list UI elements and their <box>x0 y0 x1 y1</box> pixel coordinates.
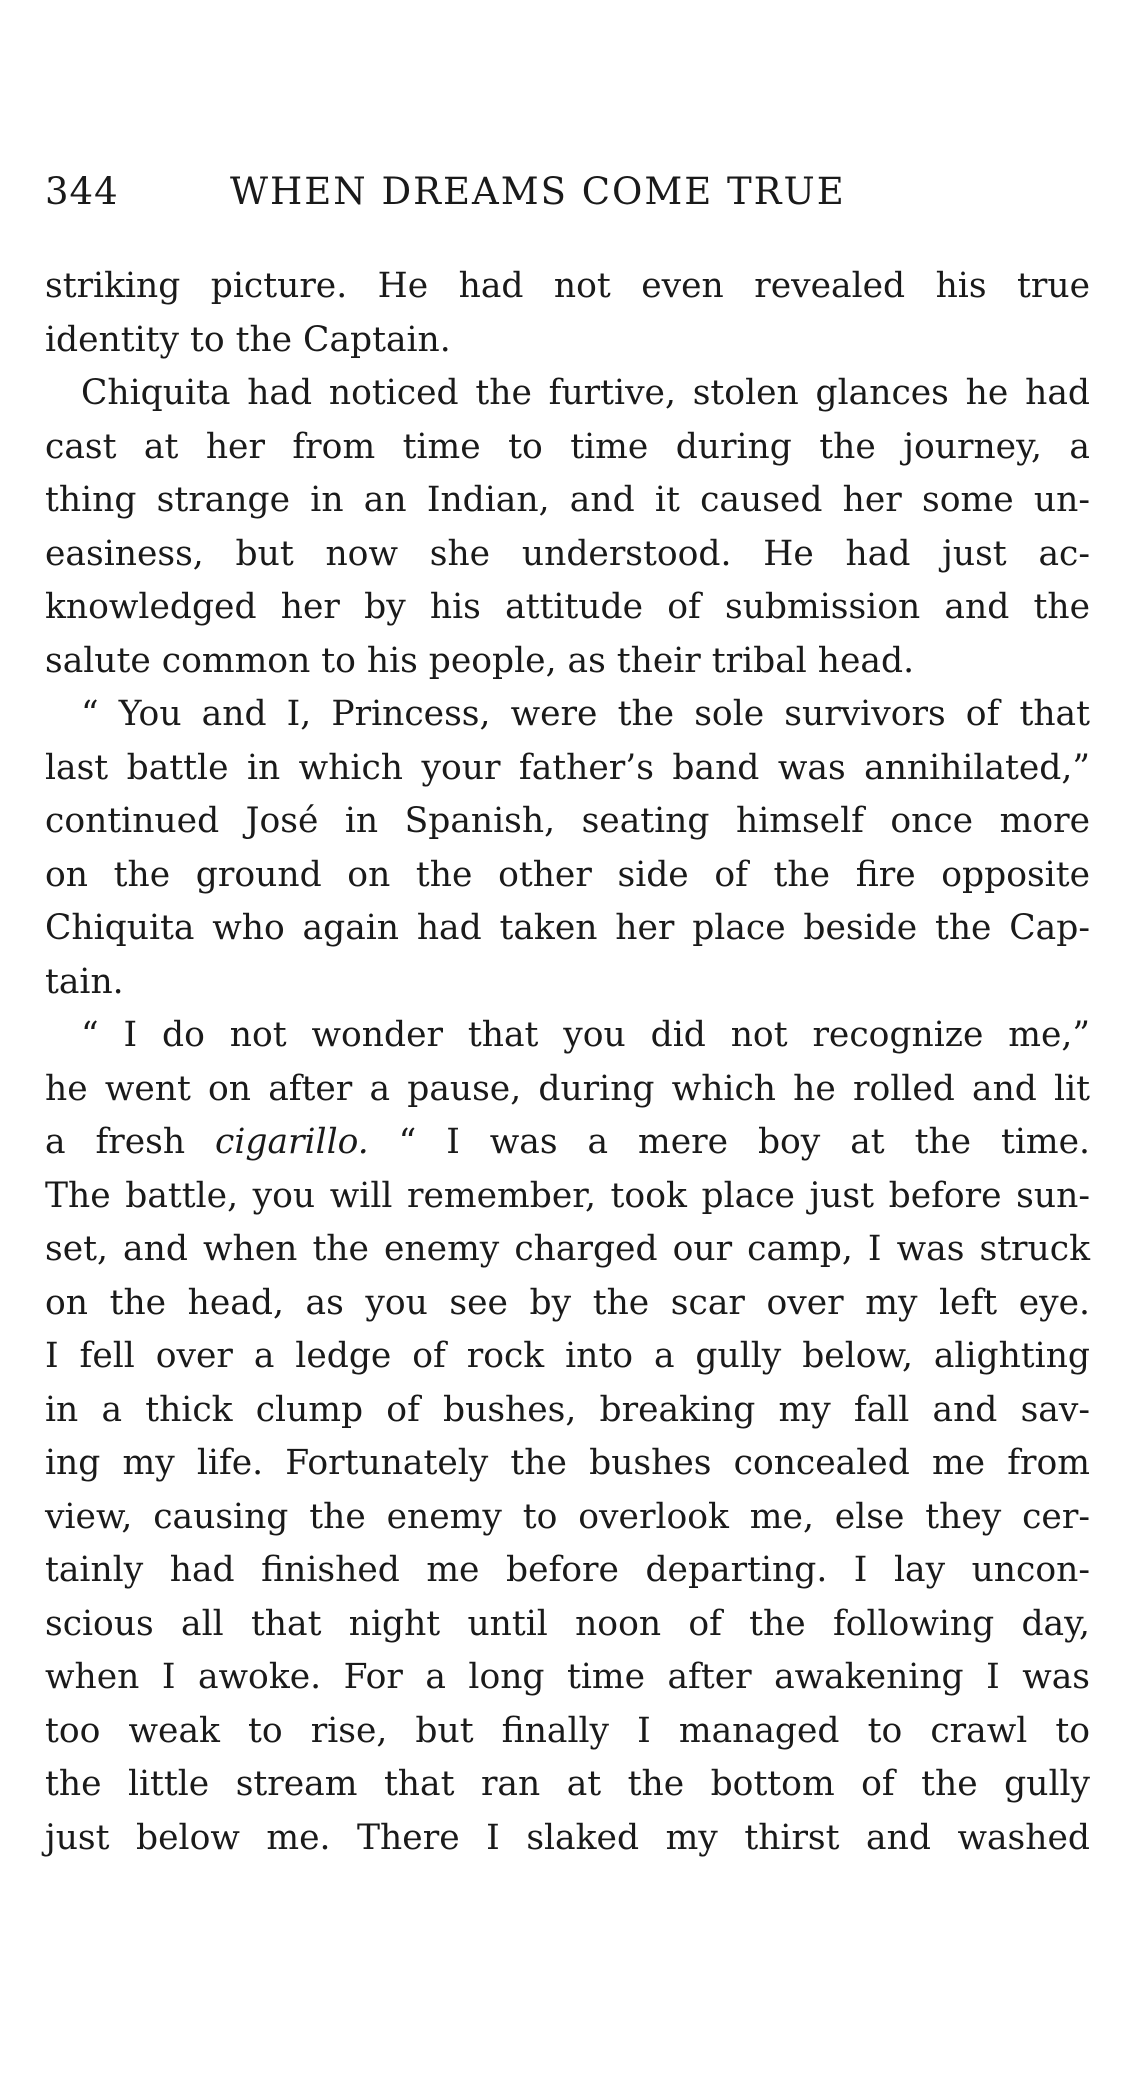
text-line: easiness, but now she understood. He had just ac- <box>45 533 1090 574</box>
text-line: on the head, as you see by the scar over my left eye. <box>45 1282 1090 1323</box>
page-number: 344 <box>45 170 119 213</box>
text-line: on the ground on the other side of the fire opposite <box>45 854 1090 895</box>
text-line: continued José in Spanish, seating himself once more <box>45 801 1090 841</box>
paragraph <box>45 688 1090 1009</box>
text-line: just below me. There I slaked my thirst and washed <box>45 1817 1090 1858</box>
text-line: striking picture. He had not even revealed his true <box>45 266 1090 306</box>
paragraph <box>45 260 1090 367</box>
text-line: thing strange in an Indian, and it caused her some un- <box>45 480 1090 520</box>
text-line: tainly had finished me before departing. I lay uncon- <box>45 1550 1090 1590</box>
text-line: The battle, you will remember, took place just before sun- <box>45 1175 1090 1216</box>
text-line: a fresh cigarillo. “ I was a mere boy at the time. <box>45 1122 1090 1162</box>
book-page <box>45 170 1090 1865</box>
text-line: tain. <box>45 961 124 1002</box>
text-line: Chiquita who again had taken her place beside the Cap- <box>45 908 1090 948</box>
text-line: in a thick clump of bushes, breaking my fall and sav- <box>45 1389 1090 1430</box>
text-line: the little stream that ran at the bottom of the gully <box>45 1764 1090 1804</box>
text-line: “ I do not wonder that you did not recognize me,” <box>81 1015 1090 1055</box>
text-line: too weak to rise, but finally I managed to crawl to <box>45 1710 1090 1751</box>
text-line: knowledged her by his attitude of submission and the <box>45 587 1090 627</box>
text-line: I fell over a ledge of rock into a gully below, alighting <box>45 1336 1090 1376</box>
text-line: set, and when the enemy charged our camp, I was struck <box>45 1229 1090 1269</box>
body-text <box>45 260 1090 1865</box>
text-line: scious all that night until noon of the following day, <box>45 1603 1090 1644</box>
page-header <box>45 170 1090 240</box>
text-line: “ You and I, Princess, were the sole survivors of that <box>81 694 1090 734</box>
text-line: when I awoke. For a long time after awakening I was <box>45 1657 1090 1697</box>
paragraph <box>45 1009 1090 1865</box>
text-line: identity to the Captain. <box>45 319 451 360</box>
text-line: view, causing the enemy to overlook me, else they cer- <box>45 1496 1090 1537</box>
running-head: WHEN DREAMS COME TRUE <box>230 170 846 213</box>
text-line: salute common to his people, as their tribal head. <box>45 640 915 681</box>
text-line: ing my life. Fortunately the bushes concealed me from <box>45 1443 1090 1483</box>
paragraph <box>45 367 1090 688</box>
text-line: he went on after a pause, during which he rolled and lit <box>45 1068 1090 1109</box>
text-line: Chiquita had noticed the furtive, stolen glances he had <box>81 373 1090 413</box>
text-line: last battle in which your father’s band was annihilated,” <box>45 747 1090 788</box>
text-line: cast at her from time to time during the journey, a <box>45 426 1090 467</box>
